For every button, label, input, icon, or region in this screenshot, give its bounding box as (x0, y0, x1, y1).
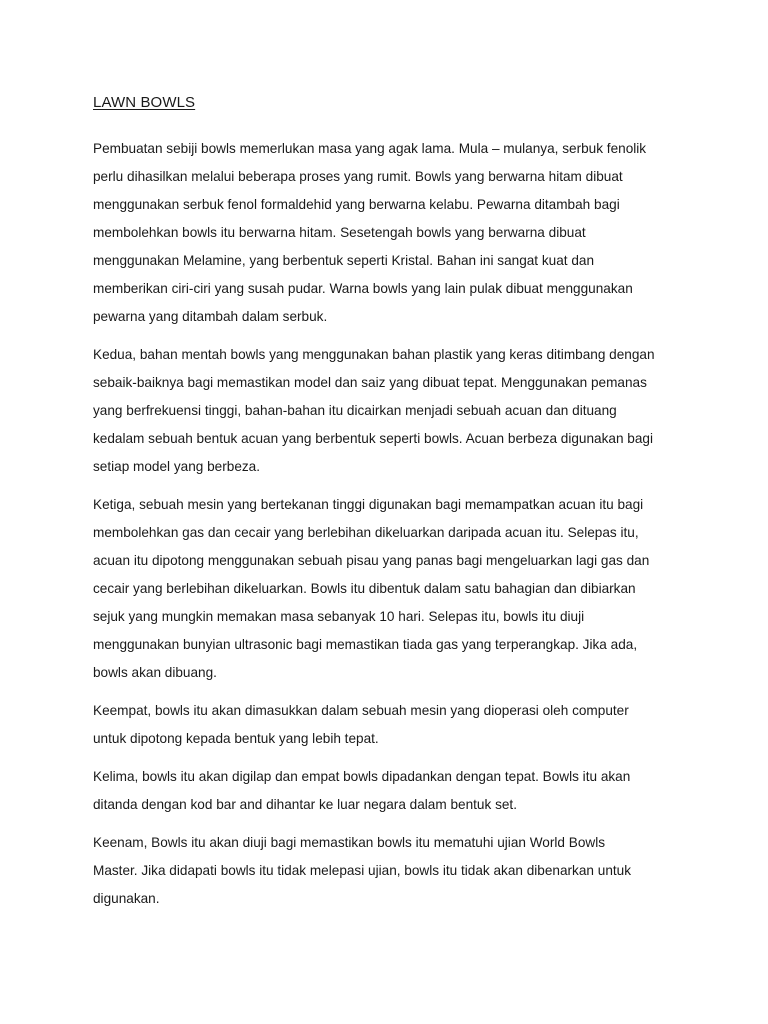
paragraph-line: setiap model yang berbeza. (93, 459, 261, 474)
paragraph-line: sejuk yang mungkin memakan masa sebanyak 10 hari. Selepas itu, bowls itu diuji (93, 609, 585, 624)
paragraph-line: untuk dipotong kepada bentuk yang lebih tepat. (93, 731, 379, 746)
paragraph (93, 341, 688, 481)
paragraph (93, 135, 688, 331)
paragraph-line: bowls akan dibuang. (93, 665, 217, 680)
paragraph-line: menggunakan serbuk fenol formaldehid yang berwarna kelabu. Pewarna ditambah bagi (93, 197, 620, 212)
paragraph-line: acuan itu dipotong menggunakan sebuah pisau yang panas bagi mengeluarkan lagi gas dan (93, 553, 650, 568)
paragraph-line: Keempat, bowls itu akan dimasukkan dalam sebuah mesin yang dioperasi oleh computer (93, 703, 629, 718)
paragraph-line: menggunakan bunyian ultrasonic bagi memastikan tiada gas yang terperangkap. Jika ada, (93, 637, 638, 652)
paragraph (93, 697, 688, 753)
paragraph (93, 829, 688, 913)
document-title: LAWN BOWLS (93, 94, 196, 111)
paragraph-line: sebaik-baiknya bagi memastikan model dan saiz yang dibuat tepat. Menggunakan pemanas (93, 375, 647, 390)
paragraph (93, 491, 688, 687)
paragraph-line: Kelima, bowls itu akan digilap dan empat bowls dipadankan dengan tepat. Bowls itu akan (93, 769, 631, 784)
paragraph (93, 763, 688, 819)
paragraph-line: Ketiga, sebuah mesin yang bertekanan tinggi digunakan bagi memampatkan acuan itu bagi (93, 497, 644, 512)
paragraph-line: membolehkan gas dan cecair yang berlebihan dikeluarkan daripada acuan itu. Selepas itu, (93, 525, 639, 540)
paragraph-line: kedalam sebuah bentuk acuan yang berbentuk seperti bowls. Acuan berbeza digunakan bagi (93, 431, 654, 446)
paragraph-line: Pembuatan sebiji bowls memerlukan masa yang agak lama. Mula – mulanya, serbuk fenolik (93, 141, 647, 156)
document-body (93, 135, 688, 923)
paragraph-line: membolehkan bowls itu berwarna hitam. Sesetengah bowls yang berwarna dibuat (93, 225, 586, 240)
paragraph-line: Keenam, Bowls itu akan diuji bagi memastikan bowls itu mematuhi ujian World Bowls (93, 835, 606, 850)
paragraph-line: perlu dihasilkan melalui beberapa proses yang rumit. Bowls yang berwarna hitam dibuat (93, 169, 623, 184)
paragraph-line: memberikan ciri-ciri yang susah pudar. Warna bowls yang lain pulak dibuat menggunakan (93, 281, 633, 296)
paragraph-line: pewarna yang ditambah dalam serbuk. (93, 309, 328, 324)
paragraph-line: yang berfrekuensi tinggi, bahan-bahan itu dicairkan menjadi sebuah acuan dan dituang (93, 403, 617, 418)
paragraph-line: Master. Jika didapati bowls itu tidak melepasi ujian, bowls itu tidak akan dibenarkan untuk (93, 863, 632, 878)
paragraph-line: Kedua, bahan mentah bowls yang menggunakan bahan plastik yang keras ditimbang dengan (93, 347, 655, 362)
paragraph-line: digunakan. (93, 891, 160, 906)
paragraph-line: ditanda dengan kod bar and dihantar ke luar negara dalam bentuk set. (93, 797, 517, 812)
paragraph-line: menggunakan Melamine, yang berbentuk seperti Kristal. Bahan ini sangat kuat dan (93, 253, 595, 268)
paragraph-line: cecair yang berlebihan dikeluarkan. Bowls itu dibentuk dalam satu bahagian dan dibiarkan (93, 581, 636, 596)
